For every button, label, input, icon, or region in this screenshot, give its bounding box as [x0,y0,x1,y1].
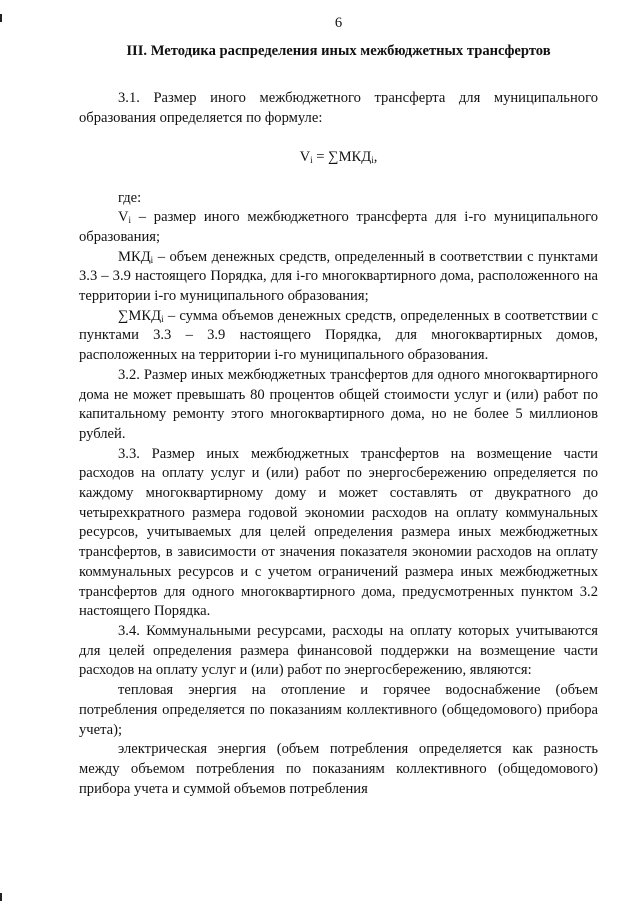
definition-sum-symbol: ∑МКД [118,307,162,324]
paragraph-3-2: 3.2. Размер иных межбюджетных трансфертов для одного многоквартирного дома не может превышать 80 процентов общей стоимости услуг и (или) работ по капитальному ремонту этого многоквартирного дома, но не более 5 миллионов рублей. [79,366,598,442]
definition-sum-subscript: i [161,313,164,324]
scan-edge-mark-bottom [0,893,2,901]
formula-v: V [299,148,311,165]
definition-mkd-subscript: i [150,254,154,265]
formula-sum-subscript: i [371,154,374,165]
formula-sum: = ∑МКД [312,148,372,165]
definition-sum-mkd [79,307,598,366]
definition-mkd-symbol: МКД [118,248,151,265]
definition-v-symbol: V [118,209,129,226]
page-number: 6 [334,15,343,31]
document-page [79,14,598,799]
definition-v-subscript: i [128,215,132,226]
paragraph-3-1: 3.1. Размер иного межбюджетного трансферта для муниципального образования определяется по формуле: [79,90,598,127]
section-title: III. Методика распределения иных межбюджетных трансфертов [126,42,551,59]
formula-comma: , [373,148,378,165]
scan-edge-mark-top [0,14,2,22]
paragraph-3-3: 3.3. Размер иных межбюджетных трансфертов на возмещение части расходов на оплату услуг и (или) работ по энергосбережению определяется по каждому многоквартирному дому и может составлять от двукратного до четырехкратного размера годовой экономии расходов на оплату коммунальных ресурсов, учитываемых для целей определения размера иных межбюджетных трансфертов, в зависимости от значения показателя экономии расходов на оплату коммунальных ресурсов и с учетом ограничений размера иных межбюджетных трансфертов для одного многоквартирного дома, предусмотренных пунктом 3.2 настоящего Порядка. [79,445,598,620]
definition-v [79,208,598,247]
definition-mkd-text: – объем денежных средств, определенный в соответствии с пунктами 3.3 – 3.9 настоящего Порядка, для i-го многоквартирного дома, расположенного на территории i-го муниципального образования; [79,248,598,305]
paragraph-3-4: 3.4. Коммунальными ресурсами, расходы на оплату которых учитываются для целей определения размера финансовой поддержки на возмещение части расходов на оплату услуг и (или) работ по энергосбережению, являются: [79,622,598,679]
paragraph-electric-energy: электрическая энергия (объем потребления определяется как разность между объемом потребления по показаниям коллективного (общедомового) прибора учета и суммой объемов потребления [79,741,598,797]
formula [79,148,598,168]
definition-v-text: – размер иного межбюджетного трансферта для i-го муниципального образования; [79,209,598,245]
formula-v-subscript: i [310,154,313,165]
definition-mkd [79,248,598,307]
definition-sum-text: – сумма объемов денежных средств, определенных в соответствии с пунктами 3.3 – 3.9 настоящего Порядка, для многоквартирных домов, расположенных на территории i-го муниципального образования. [79,307,598,364]
paragraph-heat-energy: тепловая энергия на отопление и горячее водоснабжение (объем потребления определяется по показаниям коллективного (общедомового) прибора учета); [79,682,598,738]
where-label: где: [118,189,142,206]
